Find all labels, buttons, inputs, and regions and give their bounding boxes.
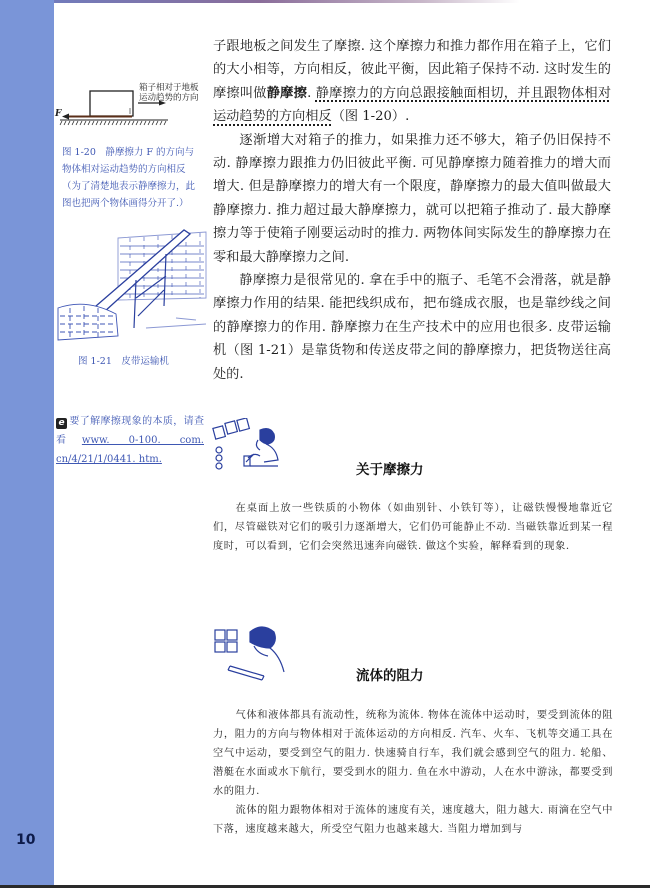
motion-tendency-label [139, 83, 199, 103]
main-body-text [213, 35, 611, 386]
motion-tendency-label-line1: 箱子相对于地板 [139, 83, 199, 93]
text-run: 子跟地板之间发生了摩擦. 这个摩擦力和推力都作用在箱子上，它们的大小相等，方向相反，彼此平衡，因此箱子保持不动. 这时发生的摩擦叫做 [213, 39, 611, 101]
page-number: 10 [16, 832, 36, 848]
text-run: （图 1-20）. [331, 109, 410, 125]
caption-line: 物体相对运动趋势的方向相反 [62, 164, 186, 175]
do-it-activity-icon [210, 418, 280, 476]
web-resource-note [56, 412, 204, 469]
term-static-friction: 静摩擦 [266, 85, 308, 101]
page-top-edge [0, 0, 650, 3]
web-note-text: 要了解摩擦现象的本质，请查看 [56, 416, 204, 446]
caption-line: （为了清楚地表示静摩擦力，此 [62, 181, 196, 192]
reading-material-icon [210, 622, 285, 684]
web-resource-link[interactable]: www. 0-100. com. cn/4/21/1/0441. htm. [56, 435, 204, 465]
motion-tendency-label-line2: 运动趋势的方向 [139, 93, 199, 103]
activity-title: 关于摩擦力 [356, 462, 424, 478]
belt-conveyor-icon [56, 228, 210, 343]
reading-paragraph-2: 流体的阻力跟物体相对于流体的速度有关，速度越大，阻力越大. 雨滴在空气中下落，速度越来越大，所受空气阻力也越来越大. 当阻力增加到与 [213, 805, 613, 835]
activity-text [213, 499, 613, 556]
caption-line: 图也把两个物体画得分开了.） [62, 198, 189, 209]
text-run: . [307, 85, 316, 101]
reading-text [213, 706, 613, 839]
paragraph-static-friction-examples: 静摩擦力是很常见的. 拿在手中的瓶子、毛笔不会滑落，就是静摩擦力作用的结果. 能把线织成布，把布缝成衣服，也是靠纱线之间的静摩擦力的作用. 静摩擦力在生产技术中的应用也很多. 皮带运输机（图 1-21）是靠货物和传送皮带之间的静摩擦力，把货物送往高处的. [213, 273, 611, 382]
girl-reading-icon [210, 622, 285, 684]
activity-paragraph: 在桌面上放一些铁质的小物体（如曲别针、小铁钉等），让磁铁慢慢地靠近它们，尽管磁铁对它们的吸引力逐渐增大，它们仍可能静止不动. 当磁铁靠近到某一程度时，可以看到，它们会突然迅速奔向磁铁. 做这个实验，解释看到的现象. [213, 503, 613, 552]
figure-1-20-caption [62, 144, 204, 212]
figure-1-21-belt-conveyor-illustration [56, 228, 210, 343]
figure-1-20-static-friction-diagram [54, 80, 210, 130]
reading-title: 流体的阻力 [356, 668, 424, 684]
force-label-f: F [55, 109, 62, 119]
paragraph-max-static-friction: 逐渐增大对箱子的推力，如果推力还不够大，箱子仍旧保持不动. 静摩擦力跟推力仍旧彼此平衡. 可见静摩擦力随着推力的增大而增大. 但是静摩擦力的增大有一个限度，静摩擦力的最大值叫做最大静摩擦力. 推力超过最大静摩擦力，就可以把箱子推动了. 最大静摩擦力等于使箱子刚要运动时的推力. 两物体间实际发生的静摩擦力在零和最大静摩擦力之间. [213, 132, 611, 265]
internet-explorer-icon: e [56, 418, 67, 429]
page-side-margin-strip [0, 0, 54, 885]
reading-paragraph-1: 气体和液体都具有流动性，统称为流体. 物体在流体中运动时，要受到流体的阻力，阻力的方向与物体相对于流体运动的方向相反. 汽车、火车、飞机等交通工具在空气中运动，要受到空气的阻力. 快速骑自行车，我们就会感到空气的阻力. 轮船、潜艇在水面或水下航行，要受到水的阻力. 鱼在水中游动，人在水中游泳，都要受到水的阻力. [213, 710, 613, 797]
emphasized-text: 静摩擦力的方向总跟接触面相切，并且跟物体相对运动趋势的方向相反 [213, 85, 612, 125]
caption-line: 图 1-20 静摩擦力 F 的方向与 [62, 147, 194, 158]
paragraph-static-friction-definition [213, 35, 611, 129]
figure-1-21-caption: 图 1-21 皮带运输机 [78, 356, 169, 367]
student-experiment-icon [210, 418, 280, 476]
